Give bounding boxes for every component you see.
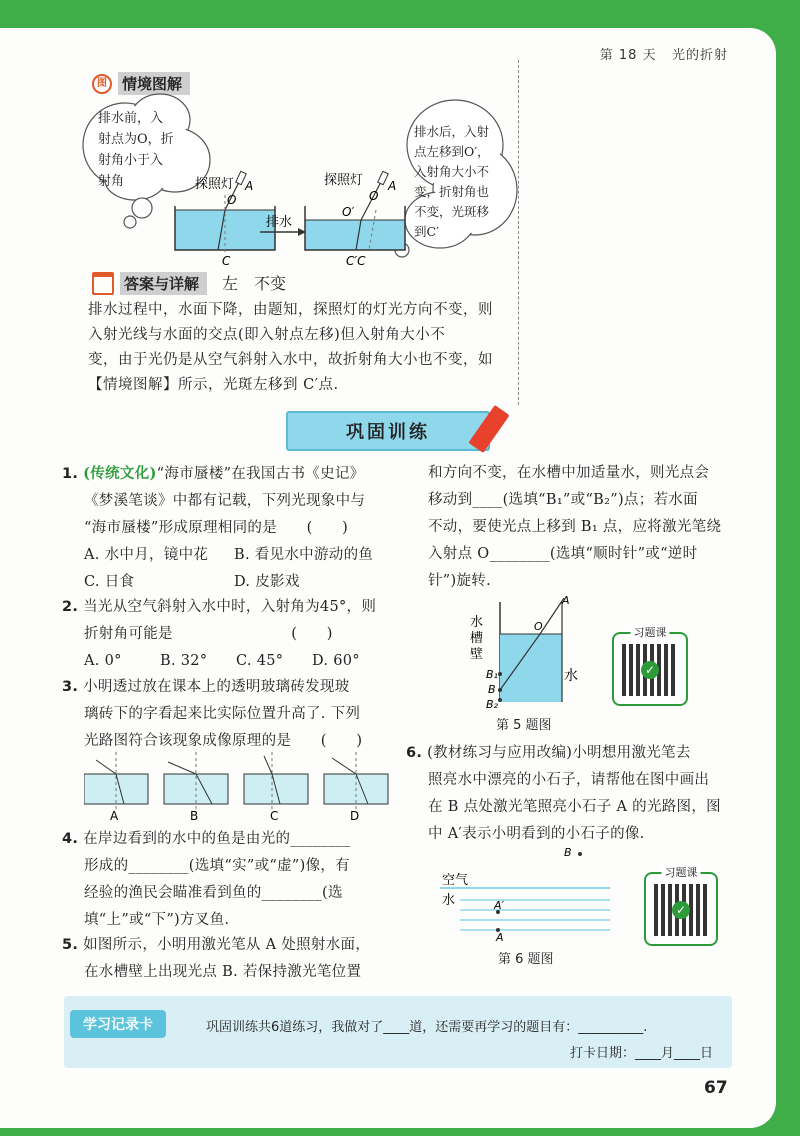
- lamp-label-2: 探照灯: [324, 173, 364, 188]
- qr-label: 习题课: [662, 864, 701, 880]
- q1-line: “海市蜃楼”形成原理相同的是 ( ): [84, 520, 349, 536]
- q5-label-b: B: [488, 683, 496, 696]
- answer-value: 左 不变: [222, 274, 287, 293]
- qr-code-q5[interactable]: [612, 626, 688, 706]
- lamp-label-1: 探照灯: [195, 177, 235, 192]
- q3-label-d: D: [350, 809, 360, 823]
- page-header: [600, 44, 728, 63]
- q5-cont-line: 入射点 O________(选填“顺时针”或“逆时: [428, 546, 698, 562]
- question-3: [62, 674, 402, 755]
- q5-line: 在水槽壁上出现光点 B. 若保持激光笔位置: [84, 964, 362, 980]
- q3-label-c: C: [270, 809, 279, 823]
- q6-caption: 第 6 题图: [498, 952, 554, 967]
- cloud-right-line: 到C′: [414, 224, 439, 239]
- q1-option-d[interactable]: D. 皮影戏: [234, 574, 300, 590]
- q5-water-label: 水: [564, 668, 578, 684]
- divider: [518, 60, 519, 405]
- q1-option-b[interactable]: B. 看见水中游动的鱼: [234, 547, 374, 563]
- question-1: [62, 460, 402, 596]
- answer-tag-label: 答案与详解: [120, 272, 207, 295]
- cloud-left-line: 射角小于入: [98, 153, 164, 168]
- q5-line: 如图所示，小明用激光笔从 A 处照射水面，: [83, 937, 371, 953]
- cloud-right-line: 变，折射角也: [414, 184, 490, 199]
- q5-wall-char: 槽: [470, 631, 484, 646]
- question-5-continued: [428, 460, 748, 595]
- answer-tag: [92, 272, 207, 295]
- q3-diagram-d[interactable]: [324, 752, 388, 823]
- answer-line: 入射光线与水面的交点(即入射点左移)但入射角大小不: [88, 327, 446, 343]
- q6-number: 6.: [406, 745, 423, 761]
- q2-line: 折射角可能是 ( ): [84, 626, 333, 642]
- q5-number: 5.: [62, 937, 79, 953]
- q2-option-c[interactable]: C. 45°: [236, 653, 284, 669]
- label-cpc: C′C: [346, 254, 366, 268]
- q2-option-d[interactable]: D. 60°: [312, 653, 360, 669]
- header-topic: 光的折射: [671, 48, 728, 63]
- record-line-1[interactable]: 巩固训练共6道练习，我做对了____道，还需要再学习的题目有：__________.: [206, 1020, 648, 1035]
- q1-line: “海市蜃楼”在我国古书《史记》: [156, 466, 365, 482]
- q5-label-b2: B₂: [486, 698, 498, 711]
- q3-number: 3.: [62, 679, 79, 695]
- q5-cont-line: 针”)旋转.: [428, 573, 491, 589]
- q3-diagram-c[interactable]: [244, 752, 308, 823]
- q6-label-ap: A′: [494, 899, 505, 912]
- cloud-right-line: 排水后，入射: [414, 124, 490, 139]
- q6-water-label: 水: [442, 893, 456, 908]
- q1-number: 1.: [62, 466, 79, 482]
- q6-figure[interactable]: [440, 842, 620, 942]
- q5-label-b1: B₁: [486, 668, 498, 681]
- q3-line: 小明透过放在课本上的透明玻璃砖发现玻: [83, 679, 350, 695]
- question-5: [62, 932, 402, 986]
- q6-air-label: 空气: [442, 873, 469, 888]
- diagram-icon: 图: [92, 74, 112, 94]
- cloud-left-text: [98, 108, 174, 192]
- qr-label: 习题课: [631, 624, 670, 640]
- check-icon: ✓: [672, 901, 690, 919]
- q5-cont-line: 不动，要使光点上移到 B₁ 点，应将激光笔绕: [428, 519, 722, 535]
- cloud-right-line: 不变，光斑移: [414, 204, 490, 219]
- q4-line: 填“上”或“下”)方叉鱼.: [84, 912, 230, 928]
- cloud-left-line: 射角: [98, 174, 125, 189]
- q5-wall-char: 水: [470, 615, 484, 630]
- q1-tag: (传统文化): [83, 465, 157, 482]
- answer-explanation: [88, 298, 508, 398]
- q2-option-a[interactable]: A. 0°: [84, 653, 122, 669]
- drain-label: 排水: [266, 215, 293, 230]
- label-a1: A: [245, 179, 254, 193]
- cloud-right-text: [414, 122, 490, 242]
- calendar-icon: [92, 272, 114, 295]
- q3-diagram-b[interactable]: [164, 752, 228, 823]
- label-c1: C: [222, 254, 231, 268]
- q4-line: 在岸边看到的水中的鱼是由光的________: [83, 831, 351, 847]
- record-line-2[interactable]: 打卡日期：____月____日: [570, 1046, 714, 1061]
- answer-line: 变，由于光仍是从空气斜射入水中，故折射角大小也不变，如: [88, 352, 493, 368]
- q5-cont-line: 和方向不变，在水槽中加适量水，则光点会: [428, 465, 710, 481]
- q2-line: 当光从空气斜射入水中时，入射角为45°，则: [83, 599, 377, 615]
- question-2: [62, 594, 402, 675]
- q5-wall-char: 壁: [470, 647, 484, 662]
- qr-code-q6[interactable]: [644, 866, 718, 946]
- q3-line: 璃砖下的字看起来比实际位置升高了. 下列: [84, 706, 361, 722]
- q4-line: 形成的________(选填“实”或“虚”)像，有: [84, 858, 350, 874]
- q1-line: 《梦溪笔谈》中都有记载，下列光现象中与: [84, 493, 366, 509]
- q3-label-b: B: [190, 809, 199, 823]
- q4-number: 4.: [62, 831, 79, 847]
- q1-option-a[interactable]: A. 水中月，镜中花: [84, 547, 209, 563]
- q2-number: 2.: [62, 599, 79, 615]
- label-o2: O: [369, 189, 379, 203]
- label-op: O′: [342, 205, 355, 219]
- q3-diagram-a[interactable]: [84, 752, 148, 823]
- q5-cont-line: 移动到____(选填“B₁”或“B₂”)点；若水面: [428, 492, 698, 508]
- answer-line: 【情境图解】所示，光斑左移到 C′点.: [88, 377, 339, 393]
- q2-option-b[interactable]: B. 32°: [160, 653, 208, 669]
- q5-caption: 第 5 题图: [496, 718, 552, 733]
- check-icon: ✓: [641, 661, 659, 679]
- cloud-left-line: 排水前，入: [98, 111, 164, 126]
- q6-label-a: A: [496, 931, 504, 942]
- q6-line: 照亮水中漂亮的小石子，请帮他在图中画出: [428, 772, 710, 788]
- page-number: 67: [704, 1078, 728, 1098]
- question-4: [62, 826, 402, 934]
- cloud-right-line: 点左移到O′，: [414, 144, 490, 159]
- label-a2: A: [388, 179, 397, 193]
- q5-label-a: A: [562, 594, 570, 607]
- q5-label-o: O: [534, 620, 543, 633]
- q3-label-a: A: [110, 809, 119, 823]
- answer-line: 排水过程中，水面下降，由题知，探照灯的灯光方向不变，则: [88, 302, 493, 318]
- q5-figure: [470, 590, 610, 718]
- q3-line: 光路图符合该现象成像原理的是 ( ): [84, 733, 363, 749]
- q3-diagrams: [84, 752, 404, 824]
- q4-line: 经验的渔民会瞄准看到鱼的________(选: [84, 885, 343, 901]
- header-day: 第 18 天: [599, 48, 657, 63]
- cloud-right-line: 入射角大小不: [414, 164, 490, 179]
- q6-line: 在 B 点处激光笔照亮小石子 A 的光路图，图: [428, 799, 721, 815]
- cloud-left-line: 射点为O，折: [98, 132, 174, 147]
- question-6: [406, 740, 746, 848]
- q6-line: (教材练习与应用改编)小明想用激光笔去: [427, 745, 691, 761]
- section-banner: 巩固训练: [286, 411, 490, 451]
- label-o1: O: [227, 193, 237, 207]
- q6-label-b: B: [564, 846, 572, 859]
- scene-tag-label: 情境图解: [118, 72, 190, 95]
- study-record-tag: 学习记录卡: [70, 1010, 166, 1038]
- q1-option-c[interactable]: C. 日食: [84, 574, 135, 590]
- q6-line: 中 A′表示小明看到的小石子的像.: [428, 826, 645, 842]
